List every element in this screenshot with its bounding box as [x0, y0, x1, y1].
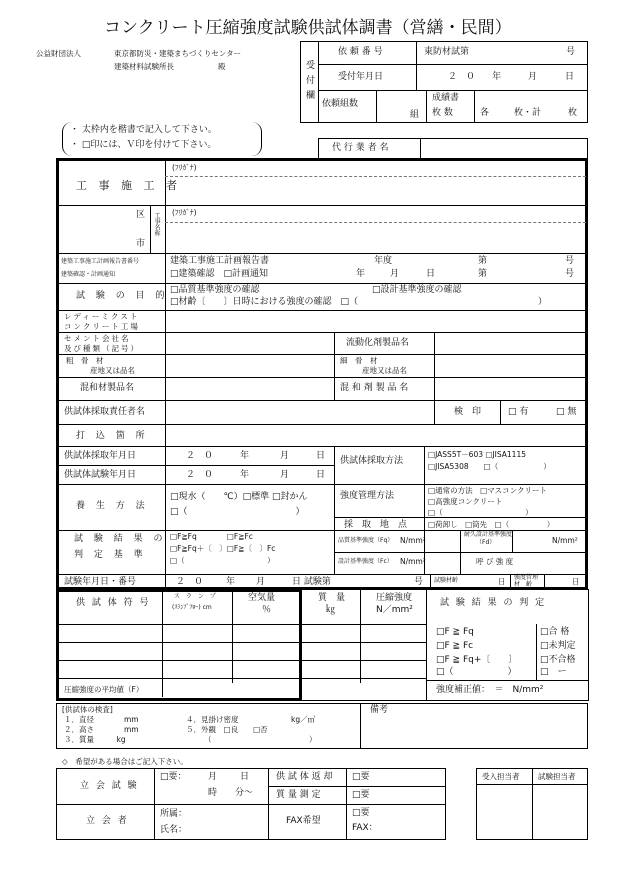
ku-label: 区 [136, 210, 146, 220]
fc-label: 設計基準強度（Fc） [338, 558, 393, 565]
result-2[interactable]: □未判定 [540, 641, 576, 651]
return-need[interactable]: □要 [352, 772, 370, 782]
witness-month: 月 [208, 772, 218, 782]
agent-label: 代 行 業 者 名 [332, 143, 389, 153]
slump-label-1: ス ラ ン プ [174, 593, 218, 600]
sampling-date-nen: 年 [240, 451, 250, 461]
fc-unit: N/mm² [400, 557, 426, 566]
coarse-label-2: 産地又は品名 [90, 366, 135, 375]
coarse-label-1: 粗 骨 材 [66, 356, 104, 365]
remarks-label: 備考 [370, 705, 389, 715]
seal-label: 検 印 [454, 407, 482, 417]
request-no-go: 号 [566, 47, 576, 57]
sampler-label: 供試体採取責任者名 [64, 407, 146, 417]
addressee-lab: 建築材料試験所長 [114, 62, 174, 71]
judge-3[interactable]: □F ≧ Fq+〔 〕 [436, 655, 518, 665]
test-date-day: 日 [316, 470, 326, 480]
test-date-no-suffix: 日 試験第 [292, 577, 331, 587]
purpose-line-1b: □設計基準強度の確認 [372, 285, 462, 295]
slump-label-2: (ｽﾗﾝﾌﾟﾌﾛｰ) cm [172, 604, 212, 611]
addressee-center: 東京都防災・建築まちづくりセンター [114, 49, 242, 58]
fd-label-1: 耐久設計基準強度 [464, 531, 513, 538]
symbol-label: 供 試 体 符 号 [76, 598, 151, 608]
test-date-no-year: ２ ０ [176, 577, 204, 587]
curing-line-1: □現水（ ℃）□標準 □封かん [170, 492, 308, 502]
report-go: 号 [565, 256, 575, 266]
mgmt-age-label-2: 材 齢 [514, 581, 533, 588]
fine-label-1: 細 骨 材 [340, 356, 378, 365]
fd-label-2: （Fd） [476, 539, 496, 546]
cement-label-2: 及び種類（記号） [64, 344, 140, 353]
test-date-no-go: 号 [414, 577, 424, 587]
received-date-month: 月 [528, 72, 538, 82]
corrected-label: 強度補正値： ＝ N/mm² [436, 685, 544, 695]
compressive-label-2: N／mm² [376, 605, 413, 615]
inspection-height: ２．高さ mm [64, 725, 139, 734]
fine-label-2: 産地又は品名 [362, 366, 407, 375]
note-2: ・ □印には、Ｖ印を付けて下さい。 [70, 140, 217, 150]
sampling-place-opts: □荷卸し □筒先 □（ ） [428, 520, 555, 529]
report-nen: 年 [356, 269, 366, 279]
fax-need[interactable]: □要 [352, 808, 370, 818]
report-label-2: 建築確認・計画通知 [61, 271, 116, 278]
return-label: 供 試 体 返 却 [276, 772, 333, 782]
inspection-diameter: １．直径 mm [64, 715, 139, 724]
mass-label-2: ㎏ [326, 605, 336, 615]
admixture-agent-label: 混 和 剤 製 品 名 [340, 383, 409, 393]
request-no-value: 東防材試第 [424, 47, 470, 57]
purpose-line-1: □品質基準強度の確認 [170, 285, 260, 295]
sampling-place-label: 採 取 地 点 [344, 520, 408, 530]
shi-label: 市 [136, 239, 146, 249]
report-label-1: 建築工事施工計画報告書番号 [61, 258, 140, 265]
superplasticizer-label: 流動化剤製品名 [346, 338, 410, 348]
result-3[interactable]: □不合格 [540, 655, 576, 665]
inspection-mass: ３．質量 kg [64, 735, 126, 744]
air-label-1: 空気量 [248, 593, 276, 603]
witness-time: 時 分～ [208, 788, 254, 798]
report-line-1: 建築工事施工計画報告書 [170, 256, 270, 266]
criteria-2: □F≧Fq＋〔 〕□F≧〔 〕Fc [170, 544, 276, 553]
fd-unit: N/mm² [552, 536, 578, 545]
test-date-nen: 年 [240, 470, 250, 480]
air-label-2: ％ [262, 605, 272, 615]
witness-affiliation: 所属： [160, 809, 188, 819]
placement-label: 打 込 箇 所 [76, 431, 149, 441]
test-date-no-nen: 年 [226, 577, 236, 587]
criteria-label-2: 判 定 基 準 [74, 550, 147, 560]
addressee-org: 公益財団法人 [36, 49, 81, 58]
witness-req[interactable]: □要： [160, 772, 187, 782]
receiver-label: 受入担当者 [482, 772, 520, 781]
judge-2[interactable]: □F ≧ Fc [436, 641, 474, 651]
page-title: コンクリート圧縮強度試験供試体調書（営繕・民間） [104, 18, 512, 38]
mass-measure-label: 質 量 測 定 [276, 790, 321, 800]
criteria-3: □（ ） [170, 556, 275, 565]
report-dai-2: 第 [478, 269, 488, 279]
purpose-label: 試 験 の 目 的 [76, 291, 169, 301]
purpose-line-2: □材齢〔 〕日時における強度の確認 □（ [170, 297, 359, 307]
seal-yes[interactable]: □ 有 [508, 407, 529, 417]
sampling-method-2: □JISA5308 □（ ） [428, 462, 551, 471]
report-copies-each: 各 [480, 108, 490, 118]
sampling-date-label: 供試体採取年月日 [64, 451, 137, 461]
report-copies-sheets: 枚 [568, 108, 578, 118]
rmc-label-1: レディーミクスト [64, 312, 140, 321]
report-copies-label-1: 成績書 [432, 93, 460, 103]
project-name-label: 工事名称 [153, 212, 160, 236]
request-count-label: 依頼組数 [322, 99, 359, 109]
result-4[interactable]: □ ー [540, 667, 567, 677]
nominal-label: 呼 び 強 度 [476, 557, 514, 566]
sampling-date-day: 日 [316, 451, 326, 461]
judgement-label: 試 験 結 果 の 判 定 [440, 598, 547, 608]
report-line-2: □建築確認 □計画通知 [170, 269, 269, 279]
judge-1[interactable]: □F ≧ Fq [436, 627, 474, 637]
witness-label: 立 会 者 [86, 816, 129, 826]
test-date-month: 月 [280, 470, 290, 480]
seal-no[interactable]: □ 無 [556, 407, 577, 417]
received-date-label: 受付年月日 [338, 72, 384, 82]
reception-label: 受付欄 [304, 60, 314, 105]
curing-label: 養 生 方 法 [76, 501, 149, 511]
request-count-kumi: 組 [410, 110, 420, 120]
builder-furigana: (ﾌﾘｶﾞﾅ) [172, 163, 197, 172]
request-no-label: 依 頼 番 号 [338, 47, 383, 57]
inspection-title: [供試体の検査] [62, 705, 113, 714]
sampling-date-month: 月 [280, 451, 290, 461]
compressive-label-1: 圧縮強度 [376, 593, 413, 603]
received-date-nen: 年 [492, 72, 502, 82]
test-age-day: 日 [498, 577, 506, 586]
sampling-method-label: 供試体採取方法 [340, 456, 404, 466]
criteria-1: □F≧Fq □F≧Fc [170, 532, 253, 541]
test-date-no-label: 試験年月日・番号 [64, 577, 137, 587]
curing-line-2: □（ ） [170, 507, 305, 517]
mgmt-age-day: 日 [572, 577, 580, 586]
mass-label-1: 質 量 [318, 593, 346, 603]
received-date-year: ２ ０ [448, 72, 476, 82]
inspection-flatness: ４．見掛け密度 kg／㎥ [186, 715, 316, 724]
witness-name: 氏名： [160, 825, 188, 835]
report-copies-label-2: 枚 数 [432, 108, 453, 118]
builder-label: 工 事 施 工 者 [76, 179, 181, 192]
report-nendo: 年度 [374, 256, 393, 266]
wishes-label: ◇ 希望がある場合はご記入下さい。 [62, 757, 188, 766]
fq-unit: N/mm² [400, 536, 426, 545]
average-label: 圧縮強度の平均値（F） [64, 685, 144, 694]
strength-mgmt-label: 強度管理方法 [340, 491, 395, 501]
purpose-paren-close: ） [538, 297, 548, 307]
strength-mgmt-1: □通常の方法 □マスコンクリート [428, 486, 548, 495]
result-1[interactable]: □合 格 [540, 627, 570, 637]
judge-4[interactable]: □（ ） [436, 667, 517, 677]
test-date-label: 供試体試験年月日 [64, 470, 137, 480]
fq-label: 品質基準強度（Fq） [338, 537, 394, 544]
mass-measure-need[interactable]: □要 [352, 790, 370, 800]
report-copies-total: 枚・計 [514, 108, 542, 118]
rmc-label-2: コンクリート工場 [64, 322, 140, 331]
criteria-label-1: 試 験 結 果 の [74, 534, 167, 544]
mgmt-age-label-1: 強度管理 [514, 574, 539, 581]
fax-label: FAX： [352, 823, 378, 833]
report-dai: 第 [478, 256, 488, 266]
tester-label: 試験担当者 [538, 772, 576, 781]
witness-day: 日 [240, 772, 250, 782]
test-date-no-month: 月 [256, 577, 266, 587]
inspection-appearance: ５．外観 □良 □否 [186, 725, 268, 734]
test-date-year: ２ ０ [186, 470, 214, 480]
received-date-day: 日 [565, 72, 575, 82]
cement-label-1: セメント会社名 [64, 334, 131, 343]
project-furigana: (ﾌﾘｶﾞﾅ) [172, 208, 197, 217]
report-month: 月 [390, 269, 400, 279]
fax-wish-label: FAX希望 [286, 816, 321, 826]
witness-test-label: 立 会 試 験 [80, 781, 139, 791]
report-day: 日 [426, 269, 436, 279]
addressee-honorific: 殿 [218, 62, 226, 71]
admixture-material-label: 混和材製品名 [80, 383, 135, 393]
strength-mgmt-2: □高強度コンクリート [428, 497, 503, 506]
inspection-appearance-paren: （ ） [204, 735, 317, 744]
report-go-2: 号 [565, 269, 575, 279]
sampling-date-year: ２ ０ [186, 451, 214, 461]
test-age-label: 試験材齢 [434, 577, 459, 584]
note-1: ・ 太枠内を楷書で記入して下さい。 [70, 125, 217, 135]
sampling-method-1: □JASS5T－603 □JISA1115 [428, 450, 526, 459]
strength-mgmt-3: □（ ） [428, 508, 533, 517]
